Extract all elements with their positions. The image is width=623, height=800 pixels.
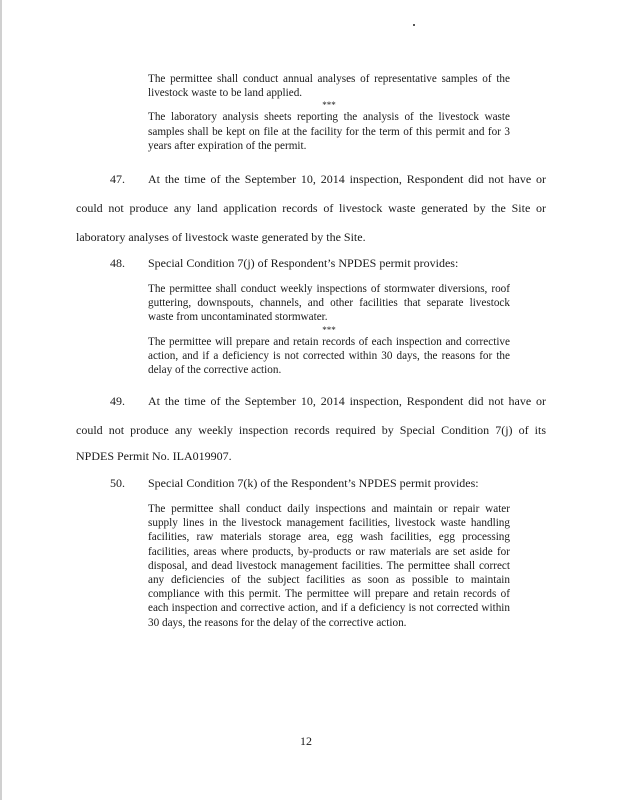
paragraph-47-line-1: At the time of the September 10, 2014 inspection, Respondent did not have or xyxy=(148,172,546,186)
scan-edge xyxy=(0,0,2,800)
page-number: 12 xyxy=(300,734,312,748)
quote-paragraph: The permittee will prepare and retain records of each inspection and corrective action, and if a deficiency is not corrected within 30 days, the reasons for the delay of the corrective action. xyxy=(148,335,510,377)
quote-paragraph: The permittee shall conduct weekly inspections of stormwater diversions, roof guttering, downspouts, channels, and other facilities that separate livestock waste from uncontaminated stormwater. xyxy=(148,283,510,324)
paragraph-48-line-1: Special Condition 7(j) of Respondent’s NPDES permit provides: xyxy=(148,256,459,270)
paragraph-50-line-1: Special Condition 7(k) of the Respondent’s NPDES permit provides: xyxy=(148,476,479,490)
paragraph-number-47: 47. xyxy=(110,172,125,186)
scan-speck xyxy=(413,24,415,26)
block-quote-annual-analyses xyxy=(148,72,510,153)
paragraph-47-line-2: could not produce any land application records of livestock waste generated by the Site or xyxy=(76,201,546,215)
omission-asterisks: *** xyxy=(322,324,336,335)
omission-asterisks: *** xyxy=(322,100,336,111)
quote-paragraph: The laboratory analysis sheets reporting the analysis of the livestock waste samples shall be kept on file at the facility for the term of this permit and for 3 years after expiration of the permit. xyxy=(148,111,510,152)
paragraph-number-48: 48. xyxy=(110,256,125,270)
block-quote-weekly-inspections xyxy=(148,282,510,377)
paragraph-number-49: 49. xyxy=(110,394,125,408)
paragraph-49-line-1: At the time of the September 10, 2014 inspection, Respondent did not have or xyxy=(148,394,546,408)
paragraph-number-50: 50. xyxy=(110,476,125,490)
paragraph-47-line-3: laboratory analyses of livestock waste generated by the Site. xyxy=(76,230,366,244)
quote-paragraph: The permittee shall conduct annual analyses of representative samples of the livestock waste to be land applied. xyxy=(148,73,510,100)
paragraph-49-line-3: NPDES Permit No. ILA019907. xyxy=(76,449,232,463)
block-quote-daily-inspections xyxy=(148,502,510,630)
paragraph-49-line-2: could not produce any weekly inspection records required by Special Condition 7(j) of its xyxy=(76,423,546,437)
quote-paragraph: The permittee shall conduct daily inspections and maintain or repair water supply lines in the livestock management facilities, livestock waste handling facilities, raw materials storage area, egg wash facilities, egg processing facilities, areas where products, by-products or raw materials are set aside for disposal, and dead livestock management facilities. The permittee shall correct any deficiencies of the subject facilities as soon as possible to maintain compliance with this permit. The permittee will prepare and retain records of each inspection and corrective action, and if a deficiency is not corrected within 30 days, the reasons for the delay of the corrective action. xyxy=(148,503,510,629)
